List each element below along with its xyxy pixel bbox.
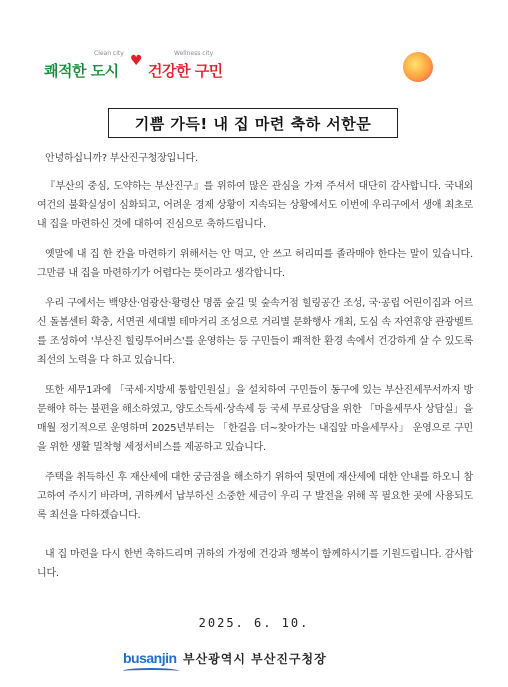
slogan-wellness-city: 건강한 구민	[148, 62, 223, 80]
paragraph-3: 우리 구에서는 백양산·엄광산·황령산 명품 숲길 및 숲속거점 힐링공간 조성, 국·공립 어린이집과 어르신 돌봄센터 확충, 서면권 세대별 테마거리 조성으로 거리별 문화행사 개최, 도심 속 자연휴양 관광벨트를 조성하여 '부산진 힐링투어버스'를 운영하는 등 구민들이 쾌적한 환경 속에서 건강하게 살 수 있도록 최선의 노력을 다 하고 있습니다.	[37, 298, 473, 366]
letter-body	[37, 149, 473, 583]
heart-icon: ♥	[130, 53, 143, 69]
paragraph-4: 또한 세무1과에 「국세·지방세 통합민원실」을 설치하여 구민들이 동구에 있는 부산진세무서까지 방문해야 하는 불편을 해소하였고, 양도소득세·상속세 등 국세 무료상담을 위한 「마을세무사 상담실」을 매월 정기적으로 운영하며 2025년부터는 「한걸음 더~찾아가는 내집앞 마을세무사」 운영으로 구민을 위한 생활 밀착형 세정서비스를 제공하고 있습니다.	[37, 385, 473, 453]
letterhead	[0, 0, 508, 100]
busanjin-logo	[123, 650, 177, 666]
paragraph-2: 옛말에 내 집 한 칸을 마련하기 위해서는 안 먹고, 안 쓰고 허리띠를 졸라매야 한다는 말이 있습니다. 그만큼 내 집을 마련하기가 어렵다는 뜻이라고 생각합니다.	[37, 249, 473, 279]
footer	[0, 646, 508, 676]
slogan-en-1: Clean city	[94, 50, 124, 57]
letter-date: 2025. 6. 10.	[198, 616, 310, 630]
paragraph-5: 주택을 취득하신 후 재산세에 대한 궁금점을 해소하기 위하여 뒷면에 재산세에 대한 안내를 하오니 참고하여 주시기 바라며, 귀하께서 납부하신 소중한 세금이 우리 구 발전을 위해 꼭 필요한 곳에 사용되도록 최선을 다하겠습니다.	[37, 472, 473, 521]
title-box	[108, 108, 398, 138]
page-title: 기쁨 가득! 내 집 마련 축하 서한문	[134, 114, 372, 133]
slogan-en-2: Wellness city	[174, 50, 214, 57]
logo-wave-icon	[123, 668, 179, 674]
slogan-clean-city: 쾌적한 도시	[44, 62, 119, 80]
signer-name: 부산광역시 부산진구청장	[183, 652, 327, 666]
district-emblem-icon	[403, 52, 433, 82]
closing-paragraph: 내 집 마련을 다시 한번 축하드리며 귀하의 가정에 건강과 행복이 함께하시기를 기원드립니다. 감사합니다.	[37, 549, 473, 579]
greeting: 안녕하십니까? 부산진구청장입니다.	[45, 153, 198, 164]
logo-text: busanjin	[123, 650, 177, 666]
paragraph-1: 『부산의 중심, 도약하는 부산진구』를 위하여 많은 관심을 가져 주셔서 대단히 감사합니다. 국내외 여건의 불확실성이 심화되고, 어려운 경제 상황이 지속되는 상황에서도 이번에 우리구에서 생애 최초로 내 집을 마련하신 것에 대하여 진심으로 축하드립니다.	[37, 181, 473, 230]
